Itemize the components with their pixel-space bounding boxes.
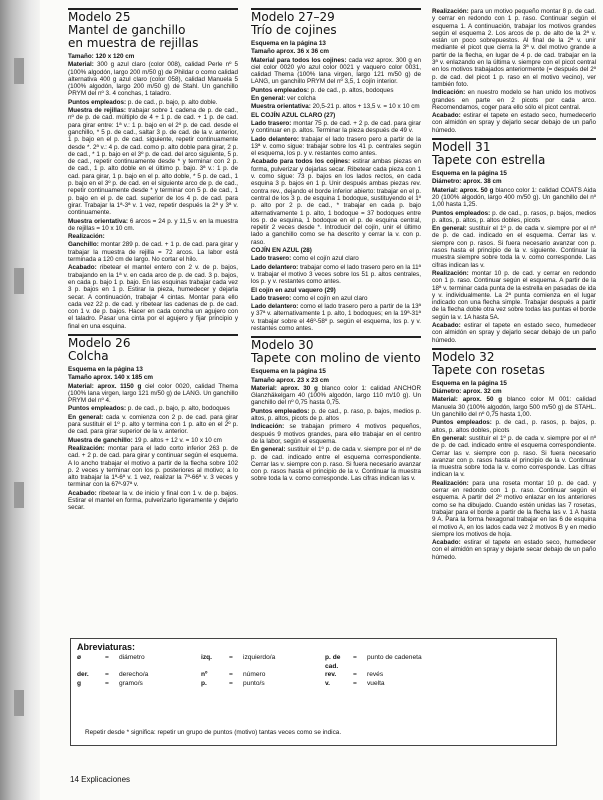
heading-modell-31 [432,138,596,167]
instruction-text: para una roseta montar 10 p. de cad. y cerrar en redondo con 1 p. raso. Continuar según el esquema. A partir del 2º motivo enlazar en los anteriores como se ha dibujado. Cuando estén unidas las 7 rosetas, trabajar para el borde a partir de la flecha las v. 1 A hasta 9 A. Para la forma hexagonal trabajar en las 6 de esquina el motivo A, en los lados cada vez 2 motivos B y en medio siempre los motivos de hoja. [432,479,596,538]
abbreviation-row [77,680,449,689]
instruction-paragraph [432,187,596,209]
abbreviation-equals: = [353,679,357,687]
instruction-paragraph [68,405,238,412]
instruction-lead: Puntos empleados: [251,86,310,94]
abbreviation-meaning: derecho/a [119,671,149,679]
instructions-modelo-30-cont [432,8,596,134]
instruction-lead: Acabado: [432,112,461,120]
instruction-paragraph [251,377,421,384]
binding-mark [14,268,24,294]
binding-spine [0,0,40,800]
repeat-note: Repetir desde * significa: repetir un grupo de puntos (motivo) tantas veces como se indica. [85,729,342,736]
instruction-paragraph [68,53,238,60]
instruction-text: 20,5-21 p. altos + 13,5 v. = 10 x 10 cm [310,103,420,111]
instruction-paragraph [68,241,238,263]
abbreviation-key: izq. [201,654,212,661]
instruction-lead: Ganchillo: [68,241,99,249]
instruction-text: ver colcha [285,95,316,103]
abbreviation-key: nº [201,671,208,679]
instruction-text: p. de cad., p. raso, p. bajos, medios p. altos, p. altos, picots de p. altos [251,407,421,423]
instruction-lead: Acabado para todos los cojines: [251,158,351,166]
instruction-paragraph [251,287,421,294]
instruction-text: 6 arcos = 24 p. y 11,5 v. en la muestra de rejillas = 10 x 10 cm. [68,217,238,232]
instruction-lead: Indicación: [432,89,466,97]
instruction-lead: Muestra de ganchillo: [68,436,133,444]
instructions-modelo-27-29 [251,40,421,332]
instruction-lead: Diámetro: aprox. 38 cm [432,178,502,186]
instruction-lead: Realización: [68,444,105,452]
instruction-lead: En general: [68,413,104,421]
instruction-lead: Esquema en la página 13 [251,40,326,47]
model-name-line1: Tapete con molino de viento [251,351,421,366]
instruction-text: p. de cad., p. bajo, p. alto, bodoques [126,405,230,413]
instruction-paragraph [432,170,596,177]
instruction-paragraph [432,89,596,111]
instruction-text: estirar el tapete en estado seco, humedecer con el almidón en spray y dejarle secar debajo de un paño húmedo. [432,539,596,561]
instruction-lead: Puntos empleados: [432,209,491,217]
instruction-text: cada v. comienza con 2 p. de cad. para girar para sustituir el 1º p. alto y termina con 1 p. alto en el 2º p. de cad. para girar superior de la v. anterior. [68,413,238,436]
instruction-paragraph [68,99,238,106]
instructions-modelo-32 [432,380,596,561]
instruction-lead: Muestra de rejillas: [68,107,127,115]
instruction-text: ribetear la v. de inicio y final con 1 v. de p. bajos. Estirar el mantel en forma, pulverizarlo ligeramente y dejarlo secar. [68,489,238,512]
instruction-text: sustituir el 1º p. de cada v. siempre por el nº de p. de cad. indicado entre el esquema correspondiente. Cerrar las v. siempre con p. raso. Si fuera necesario avanzar con p. rasos hasta el principio de la v. Continuar la muestra sobre toda la v. como corresponde. Las cifras indican las v. [251,446,422,483]
instruction-lead: Muestra orientativa: [251,103,311,111]
abbreviation-row [77,654,449,671]
instruction-paragraph [251,368,421,375]
instruction-paragraph [432,388,596,395]
instruction-paragraph [432,270,596,321]
instruction-paragraph [432,210,596,225]
instruction-lead: Acabado: [432,321,461,329]
abbreviation-meaning: diámetro [119,654,145,661]
instruction-paragraph [432,8,596,88]
abbreviation-meaning: número [243,671,266,679]
instruction-lead: Material: aprox. 50 g [432,396,503,404]
instruction-lead: Lado delantero: [251,303,299,311]
abbreviations-box [70,638,557,746]
instruction-lead: Acabado: [432,539,461,547]
instruction-paragraph [68,366,238,373]
abbreviation-equals: = [105,679,109,687]
abbreviation-meaning: vuelta [367,679,385,687]
instruction-text: como el cojín en azul claro [291,294,368,302]
instruction-paragraph [251,247,421,254]
instruction-lead: Material: aprox. 30 g [251,384,318,392]
model-name-line1: Tapete con rosetas [432,362,545,377]
instruction-lead: Tamaño aprox. 140 x 185 cm [68,374,153,382]
binding-mark [14,482,24,508]
instruction-lead: Realización: [432,479,469,487]
abbreviation-meaning: punto de cadeneta [367,654,422,661]
abbreviation-key: g [77,679,82,687]
instruction-lead: En general: [432,225,467,233]
instruction-paragraph [432,178,596,185]
instruction-lead: Esquema en la página 15 [251,368,326,376]
instruction-lead: Puntos empleados: [68,98,127,106]
instruction-paragraph [251,112,421,119]
instruction-paragraph [251,87,421,94]
instruction-lead: Muestra orientativa: [68,217,129,225]
instruction-paragraph [432,539,596,561]
instruction-paragraph [251,158,421,246]
instruction-paragraph [251,295,421,302]
instruction-lead: COJÍN EN AZUL (28) [251,247,312,255]
instruction-text: como el cojín azul claro [291,255,359,263]
instruction-paragraph [251,136,421,158]
instruction-paragraph [251,120,421,135]
abbreviation-equals: = [353,654,357,661]
instruction-paragraph [432,322,596,344]
instruction-text: montar 289 p. de cad. + 1 p. de cad. para girar y trabajar la muestra de rejilla = 72 arcos. La labor está terminada a 120 cm de largo. No cortar el hilo. [68,241,238,264]
instruction-text: estirar el tapete en estado seco, humedecer con almidón en spray y dejarlo secar debajo de un paño húmedo. [432,321,596,344]
instruction-text: cada vez aprox. 300 g en ciel color 0020 y/o azul color 0021 y vaquero color 0031, calidad Thema (100% lana virgen, largo 121 m/50 g) de LANG, un ganchillo PRYM del nº 3,5, 1 cojín interior. [251,56,421,86]
abbreviations-table [77,654,449,688]
instruction-paragraph [251,446,421,482]
abbreviation-meaning: punto/s [243,679,265,687]
instruction-lead: Puntos empleados: [68,405,127,413]
model-name-line1: Trío de cojines [251,23,337,37]
instruction-text: ciel color 0020, calidad Thema (100% lana virgen, largo 121 m/50 g) de LANG. Un ganchillo PRYM del nº 4. [68,382,238,405]
column-right [432,8,596,562]
instruction-lead: Esquema en la página 15 [432,170,507,178]
instruction-text: trabajar como el lado trasero pero en la 11ª v. trabajar el motivo 3 veces sobre los 51 p. altos centrales, los p. y v. restantes como antes. [251,263,421,286]
instruction-text: p. de cad., p. rasos, p. bajos, medios p. altos, p. altos, p. altos dobles, picots [432,209,597,224]
instruction-lead: Material: [68,61,94,69]
instruction-lead: Acabado: [68,489,97,497]
heading-modelo-27-29 [251,8,421,37]
instruction-paragraph [432,380,596,387]
instruction-paragraph [432,225,596,269]
abbreviation-key: v. [325,679,331,687]
instruction-text: 19 p. altos + 12 v. = 10 x 10 cm [132,436,222,444]
binding-mark [14,58,24,84]
instruction-text: en nuestro modelo se han unido los motivos grandes en parte en 2 picots por cada arco. Recomendamos, coger para ello sólo el picot central. [432,89,596,111]
instruction-paragraph [251,423,421,445]
model-name-line2: en muestra de rejillas [68,36,199,50]
instruction-lead: Esquema en la página 13 [68,365,143,373]
abbreviation-meaning: izquierdo/a [243,654,276,661]
instruction-lead: Realización: [68,233,105,241]
abbreviation-meaning: gramo/s [119,679,143,687]
instruction-lead: Tamaño: 120 x 120 cm [68,53,135,60]
model-name-line1: Tapete con estrella [432,153,546,168]
model-number: Modelo 25 [68,10,131,24]
model-name-line1: Colcha [68,348,109,363]
column-left [68,8,238,513]
instruction-paragraph [432,396,596,418]
instruction-lead: Material para todos los cojines: [251,56,347,64]
instructions-modelo-26 [68,366,238,512]
instruction-text: blanco color M 001: calidad Manuela 30 (100% algodón, largo 500 m/50 g) de STAHL. Un ganchillo del nº 0,75 hasta 1,00. [432,396,596,419]
instruction-paragraph [68,218,238,233]
instruction-lead: El cojín en azul vaquero (29) [251,286,336,294]
page-footer: 14 Explicaciones [70,775,131,784]
instruction-text: se trabajan primero 4 motivos pequeños, después 9 motivos grandes, para ello trabajar en el centro de la labor, según el esquema. [251,423,421,445]
abbreviation-equals: = [105,671,109,679]
instruction-lead: Material: aprox. 50 g [432,186,494,194]
instruction-paragraph [251,385,421,407]
instruction-lead: Acabado: [68,264,97,272]
instruction-text: como el lado trasero pero a partir de la 13ª y 37ª v. alternativamente 1 p. alto, 1 bodoques; en la 19ª-31ª v. trabajar sobre el 46º-58º p. según el esquema, los p. y v. restantes como antes. [251,303,421,332]
instruction-paragraph [68,374,238,381]
instruction-paragraph [68,445,238,489]
instruction-paragraph [68,61,238,97]
abbreviation-key: der. [77,671,89,679]
abbreviation-row [77,671,449,680]
binding-mark [14,690,24,716]
abbreviation-key: ø [77,654,82,661]
instruction-lead: Puntos empleados: [251,407,310,415]
abbreviation-equals: = [353,671,357,679]
instruction-lead: Esquema en la página 15 [432,379,507,387]
heading-modelo-32 [432,348,596,377]
instructions-modelo-30 [251,368,421,482]
instruction-paragraph [68,233,238,240]
abbreviation-equals: = [105,654,109,661]
instruction-lead: Lado trasero: [251,119,292,127]
instruction-text: blanco color 1: calidad ANCHOR Glanzhäkelgarn 40 (100% algodón, largo 110 m/10 g). Un ganchillo del nº 0,75 hasta 0,75. [251,384,421,407]
instruction-paragraph [68,383,238,405]
instruction-paragraph [68,264,238,330]
instruction-paragraph [251,255,421,262]
instruction-text: ribetear el mantel entero con 2 v. de p. bajos, trabajando en la 1ª v. en cada arco de p. de cad. 3 p. bajos, en cada p. bajo 1 p. bajo. En las esquinas trabajar cada vez 3 p. bajos en 1 p. Estirar la pieza, humedecer y dejarla secar. A continuación, trabajar 4 cintas. Montar para ello cada vez 22 p. de cad. y ribetear las cadenas de p. de cad. con 1 v. de p. bajos. Hacer en cada concha un agujero con el taladro. Pasar una cinta por el agujero y fijar principio y final en una esquina. [68,264,238,330]
instruction-paragraph [251,40,421,47]
instruction-lead: Indicación: [251,423,285,431]
instruction-paragraph [432,435,596,479]
heading-modelo-25 [68,8,238,50]
instruction-lead: En general: [251,95,286,103]
instruction-paragraph [251,103,421,110]
model-number: Modelo 27–29 [251,10,335,24]
instruction-text: sustituir el 1º p. de cada v. siempre por el nº de p. de cad. indicado en el esquema. Cerrar las v. siempre con p. rasos. Si fuera necesario avanzar con p. rasos hasta el principio de la v. siguiente. Continuar la muestra siempre sobre toda la v. como corresponde. Las cifras indican las v. [432,225,597,269]
instruction-lead: Lado delantero: [251,263,299,271]
model-number: Modell 31 [432,140,491,155]
instruction-text: montar para el lado corto inferior 263 p. de cad. + 2 p. de cad. para girar y continuar según el esquema. A lo ancho trabajar el motivo a partir de la flecha sobre 102 p. 2 veces y terminar con los p. posteriores al motivo; a lo alto trabajar la 1ª-6ª v. 1 vez, realizar la 7ª-66ª v. 3 veces y terminar con la 67ª-97ª v. [68,444,238,489]
heading-modelo-26 [68,334,238,363]
instruction-text: montar 10 p. de cad. y cerrar en redondo con 1 p. raso. Continuar según el esquema. A partir de la 18ª v. terminar cada punta de la estrella en pasadas de ida y v. individualmente. La 2ª punta comienza en el lugar indicado con una flecha simple. Trabajar después a partir de la flecha doble otra vez sobre todas las puntas el borde según la v. 1A hasta 5A. [432,269,596,321]
abbreviation-equals: = [229,654,233,661]
abbreviations-heading: Abreviaturas: [77,642,136,652]
instruction-paragraph [68,414,238,436]
instruction-text: trabajar sobre 1 cadena de p. de cad., nº de p. de cad. múltiplo de 4 + 1 p. de cad. + 1 p. de cad. para girar entre: 1ª v.: 1 p. bajo en el 2º p. de cad. desde el ganchillo, * 5 p. de cad., saltar 3 p. de cad. de la v. anterior, 1 p. bajo en el p. de cad. siguiente, repetir continuamente desde *. 2ª v.: 4 p. de cad. como p. alto doble para girar, 2 p. de cad., * 1 p. bajo en el 3º p. de cad. del arco siguiente, 5 p. de cad., repetir continuamente desde * y terminar con 2 p. de cad., 1 p. alto doble en el último p. bajo. 3ª v.: 1 p. de cad. para girar, 1 p. bajo en el p. alto doble, * 5 p. de cad., 1 p. bajo en el 3º p. de cad. en el siguiente arco de p. de cad., repetir continuamente desde * y terminar con 5 p. de cad., 1 p. bajo en el p. de cad. superior de los 4 p. de cad. para girar. Trabajar la 1ª-3ª v. 1 vez, repetir después la 2ª y 3ª v. continuamente. [68,107,239,217]
abbreviation-meaning: revés [367,671,384,679]
instruction-paragraph [251,303,421,332]
instruction-paragraph [68,107,238,216]
instruction-text: p. de cad., p. rasos, p. bajos, p. altos, p. altos dobles, picots [432,419,597,434]
instructions-modell-31 [432,170,596,344]
instruction-text: p. de cad., p. bajo, p. alto doble. [126,98,218,106]
instruction-paragraph [251,408,421,423]
instruction-lead: Puntos empleados: [432,419,492,427]
instruction-text: estirar el tapete en estado seco, humedecerlo con almidón en spray y dejarlo secar debajo de un paño húmedo. [432,112,596,134]
instruction-text: 300 g azul claro (color 008), calidad Perle nº 5 (100% algodón, largo 200 m/50 g) de Phildar o como calidad alternativa 400 g azul claro (color 058), calidad Manuela 5 (100% algodón, largo 200 m/50 g) de Stahl. Un ganchillo PRYM del nº 3. 4 conchas, 1 taladro. [68,61,238,98]
model-number: Modelo 26 [68,335,131,350]
instruction-lead: En general: [432,434,467,442]
abbreviation-key: p. [201,679,207,687]
instruction-paragraph [251,57,421,86]
model-number: Modelo 30 [251,338,314,353]
instruction-paragraph [68,437,238,444]
heading-modelo-30 [251,336,421,365]
model-name-line1: Mantel de ganchillo [68,23,186,37]
instruction-lead: Realización: [432,8,469,15]
abbreviation-equals: = [229,671,233,679]
instruction-text: sustituir el 1º p. de cada v. siempre por el nº de p. de cad. indicado entre el esquema correspondiente. Cerrar las v. siempre con p. raso. Si fuera necesario avanzar con p. rasos hasta el principio de la v. Continuar la muestra sobre toda la v. como corresponde. Las cifras indican la v. [432,434,597,479]
instruction-paragraph [251,95,421,102]
instruction-paragraph [251,264,421,286]
instruction-paragraph [432,480,596,538]
instruction-lead: Material: aprox. 1150 g [68,382,142,390]
abbreviation-key: rev. [325,671,337,679]
instruction-lead: Diámetro: aprox. 32 cm [432,388,502,396]
instruction-paragraph [251,48,421,55]
instruction-text: para un motivo pequeño montar 8 p. de cad. y cerrar en redondo con 1 p. raso. Continuar según el esquema 1. A continuación, trabajar los motivos grandes según el esquema 2. Los arcos de p. de alto de la 2ª v. están un poco sobrepuestos. Al final de la 2ª v. unir mediante el picot que cierra la 3ª v. del motivo grande a partir de la flecha, en lugar de 4 p. de cad. trabajar en la 3ª v. enlazando en la última v. siempre con el picot central en los motivos trabajados anteriormente (= después del 2º p. de cad. del picot 1 p. raso en el motivo vecino), ver también foto. [432,8,596,88]
instruction-lead: Tamaño aprox. 23 x 23 cm [251,376,329,384]
instruction-paragraph [432,112,596,134]
abbreviation-equals: = [229,679,233,687]
abbreviation-key: p. de cad. [325,654,341,670]
instruction-text: trabajar el lado trasero pero a partir de la 13ª v. como sigue: trabajar sobre los 41 p. centrales según el esquema, los p. y v. restantes como antes. [251,135,421,158]
instruction-lead: Tamaño aprox. 36 x 36 cm [251,48,329,56]
column-middle [251,8,421,484]
instruction-lead: En general: [251,446,286,454]
instruction-text: estirar ambas piezas en forma, pulverizar y dejarlas secar. Ribetear cada pieza con 1 v. como sigue: 73 p. bajos en los lados rectos, en cada esquina 3 p. bajos en 1 p. Unir después ambas piezas rev. contra rev., dejando el borde inferior abierto: trabajar en el p. central de los 3 p. de esquina 1 bodoque, sustituyendo el 1º p. alto por 2 p. de cad., * trabajar en cada p. bajo alternativamente 1 p. alto, 1 bodoque = 37 bodoques entre los p. de esquina, 1 bodoque en el p. de esquina central, repetir 2 veces desde *. Introducir del cojín, unir el último lado a ganchillo como se ha descrito y cerrar la v. con p. raso. [251,158,421,246]
instruction-lead: Lado trasero: [251,294,292,302]
instruction-text: montar 75 p. de cad. + 2 p. de cad. para girar y continuar en p. altos. Terminar la pieza después de 49 v. [251,119,421,135]
instruction-lead: Lado trasero: [251,255,292,263]
instruction-paragraph [432,419,596,434]
instruction-lead: Lado delantero: [251,135,299,143]
instruction-text: blanco color 1: calidad COATS Aida 20 (100% algodón, largo 400 m/50 g). Un ganchillo del nº 1,00 hasta 1,25. [432,186,597,209]
instructions-modelo-25 [68,53,238,330]
instruction-text: p. de cad., p. altos, bodoques [309,86,394,94]
instruction-lead: EL COJÍN AZUL CLARO (27) [251,111,336,119]
model-number: Modelo 32 [432,349,495,364]
instruction-lead: Realización: [432,269,469,277]
instruction-paragraph [68,490,238,512]
